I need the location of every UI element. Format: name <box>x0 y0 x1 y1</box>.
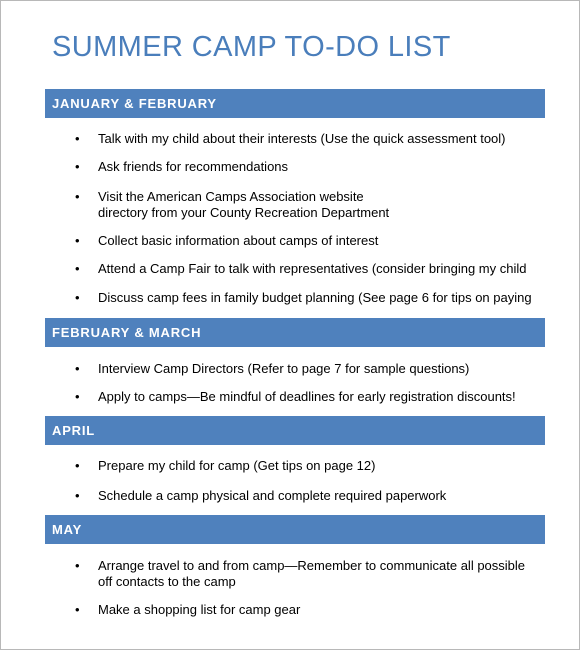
list-item-text: Collect basic information about camps of interest <box>98 233 379 248</box>
list-item <box>45 159 288 175</box>
list-item-text: Discuss camp fees in family budget planning (See page 6 for tips on paying <box>98 290 532 305</box>
list-item-text: directory from your County Recreation Department <box>98 205 390 220</box>
list-item <box>45 558 525 590</box>
bullet-icon: • <box>75 233 80 248</box>
list-item <box>45 261 526 277</box>
list-item <box>45 131 506 147</box>
bullet-icon: • <box>75 159 80 174</box>
list-item-text: Apply to camps—Be mindful of deadlines for early registration discounts! <box>98 389 516 404</box>
bullet-icon: • <box>75 131 80 146</box>
bullet-icon: • <box>75 602 80 617</box>
bullet-icon: • <box>75 389 80 404</box>
list-item-text: off contacts to the camp <box>98 574 236 589</box>
list-item-text: Visit the American Camps Association website <box>98 189 364 204</box>
list-item <box>45 488 446 504</box>
section <box>45 416 545 438</box>
section-header: JANUARY & FEBRUARY <box>45 89 545 118</box>
list-item <box>45 189 389 221</box>
list-item-text: Schedule a camp physical and complete required paperwork <box>98 488 447 503</box>
bullet-icon: • <box>75 488 80 503</box>
bullet-icon: • <box>75 189 80 204</box>
list-item-text: Talk with my child about their interests (Use the quick assessment tool) <box>98 131 506 146</box>
list-item <box>45 290 532 306</box>
document-title: SUMMER CAMP TO-DO LIST <box>52 31 451 63</box>
bullet-icon: • <box>75 361 80 376</box>
section <box>45 89 545 111</box>
section-header: FEBRUARY & MARCH <box>45 318 545 347</box>
list-item-text: Attend a Camp Fair to talk with representatives (consider bringing my child <box>98 261 527 276</box>
list-item <box>45 458 375 474</box>
list-item <box>45 602 300 618</box>
bullet-icon: • <box>75 290 80 305</box>
list-item-text: Arrange travel to and from camp—Remember to communicate all possible <box>98 558 526 573</box>
section-header: APRIL <box>45 416 545 445</box>
list-item <box>45 233 378 249</box>
list-item-text: Prepare my child for camp (Get tips on page 12) <box>98 458 376 473</box>
bullet-icon: • <box>75 458 80 473</box>
section <box>45 515 545 537</box>
bullet-icon: • <box>75 558 80 573</box>
list-item-text: Make a shopping list for camp gear <box>98 602 301 617</box>
list-item <box>45 389 516 405</box>
bullet-icon: • <box>75 261 80 276</box>
list-item-text: Interview Camp Directors (Refer to page 7 for sample questions) <box>98 361 470 376</box>
section <box>45 318 545 340</box>
section-header: MAY <box>45 515 545 544</box>
list-item <box>45 361 469 377</box>
list-item-text: Ask friends for recommendations <box>98 159 289 174</box>
